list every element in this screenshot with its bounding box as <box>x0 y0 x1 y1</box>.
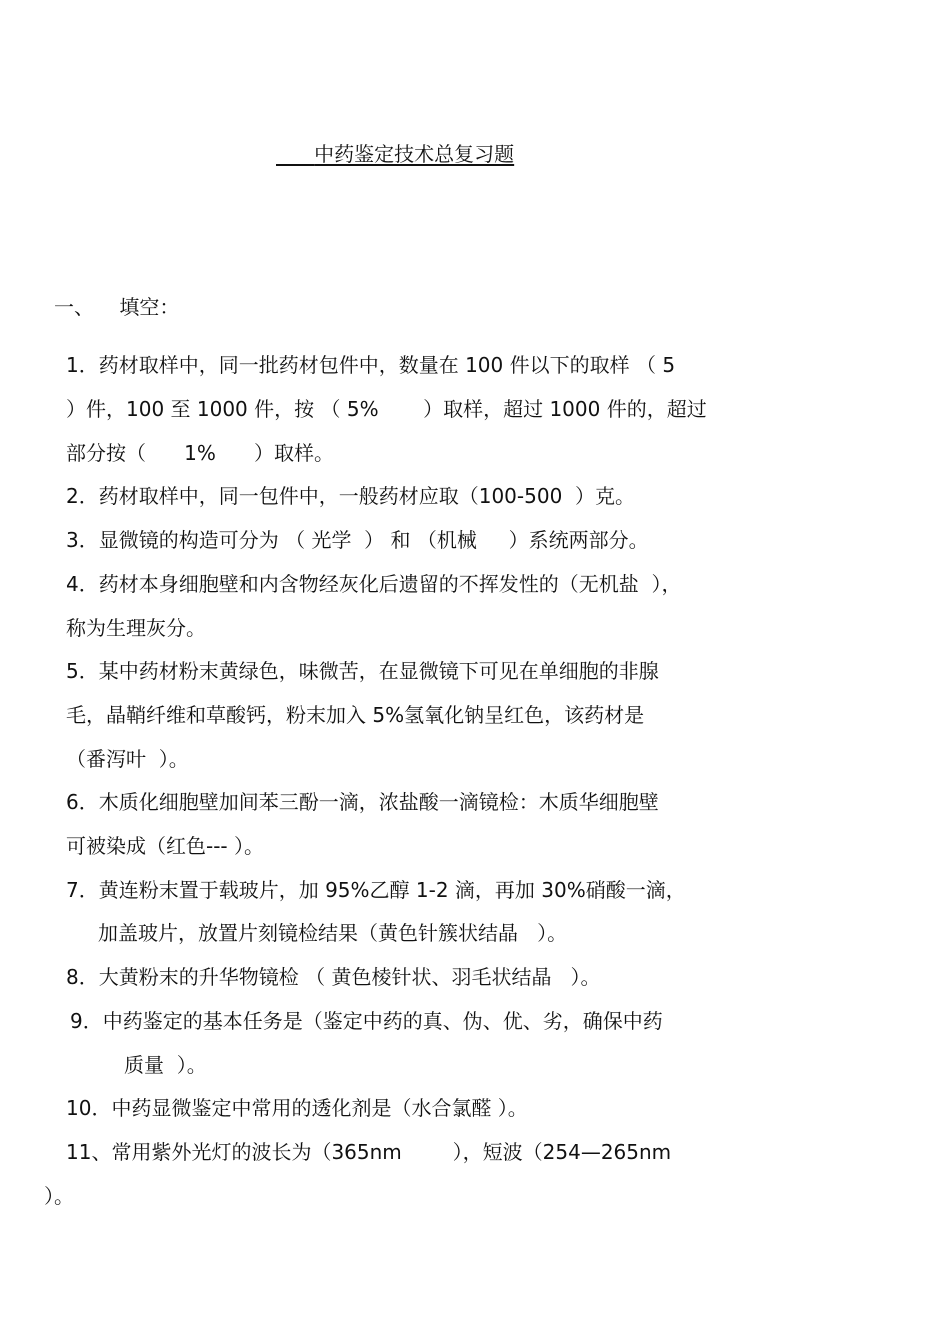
question-6-line-1: 6．木质化细胞壁加间苯三酚一滴，浓盐酸一滴镜检：木质华细胞壁 <box>66 790 659 814</box>
document-title-text: 中药鉴定技术总复习题 <box>314 142 515 166</box>
question-9-line-1: 9．中药鉴定的基本任务是（鉴定中药的真、伪、优、劣，确保中药 <box>70 1009 663 1033</box>
question-4-line-1: 4．药材本身细胞壁和内含物经灰化后遗留的不挥发性的（无机盐 ）， <box>66 572 682 596</box>
question-9-line-2: 质量 ）。 <box>124 1053 207 1077</box>
question-1-line-3: 部分按（ 1% ）取样。 <box>66 441 335 465</box>
question-5-line-1: 5．某中药材粉末黄绿色，味微苦，在显微镜下可见在单细胞的非腺 <box>66 659 659 683</box>
question-11-line-1: 11、常用紫外光灯的波长为（365nm ），短波（254—265nm <box>66 1140 672 1164</box>
question-8-line-1: 8．大黄粉末的升华物镜检 （ 黄色棱针状、羽毛状结晶 ）。 <box>66 965 601 989</box>
document-title <box>276 139 514 169</box>
question-2-line-1: 2．药材取样中，同一包件中，一般药材应取（100-500 ）克。 <box>66 484 636 508</box>
question-4-line-2: 称为生理灰分。 <box>66 616 206 640</box>
question-11-line-2: ）。 <box>44 1184 74 1208</box>
question-1-line-1: 1．药材取样中，同一批药材包件中，数量在 100 件以下的取样 （ 5 <box>66 353 676 377</box>
section-heading: 一、 填空： <box>54 295 180 319</box>
question-10-line-1: 10．中药显微鉴定中常用的透化剂是（水合氯醛 ）。 <box>66 1096 528 1120</box>
question-5-line-2: 毛，晶鞘纤维和草酸钙，粉末加入 5%氢氧化钠呈红色，该药材是 <box>66 703 645 727</box>
question-7-line-1: 7．黄连粉末置于载玻片，加 95%乙醇 1-2 滴，再加 30%硝酸一滴， <box>66 878 686 902</box>
question-5-line-3: （番泻叶 ）。 <box>66 747 189 771</box>
question-6-line-2: 可被染成（红色--- ）。 <box>66 834 265 858</box>
question-3-line-1: 3．显微镜的构造可分为 （ 光学 ） 和 （机械 ）系统两部分。 <box>66 528 649 552</box>
question-1-line-2: ）件，100 至 1000 件，按 （ 5% ）取样，超过 1000 件的，超过 <box>66 397 707 421</box>
question-7-line-2: 加盖玻片，放置片刻镜检结果（黄色针簇状结晶 ）。 <box>98 921 568 945</box>
